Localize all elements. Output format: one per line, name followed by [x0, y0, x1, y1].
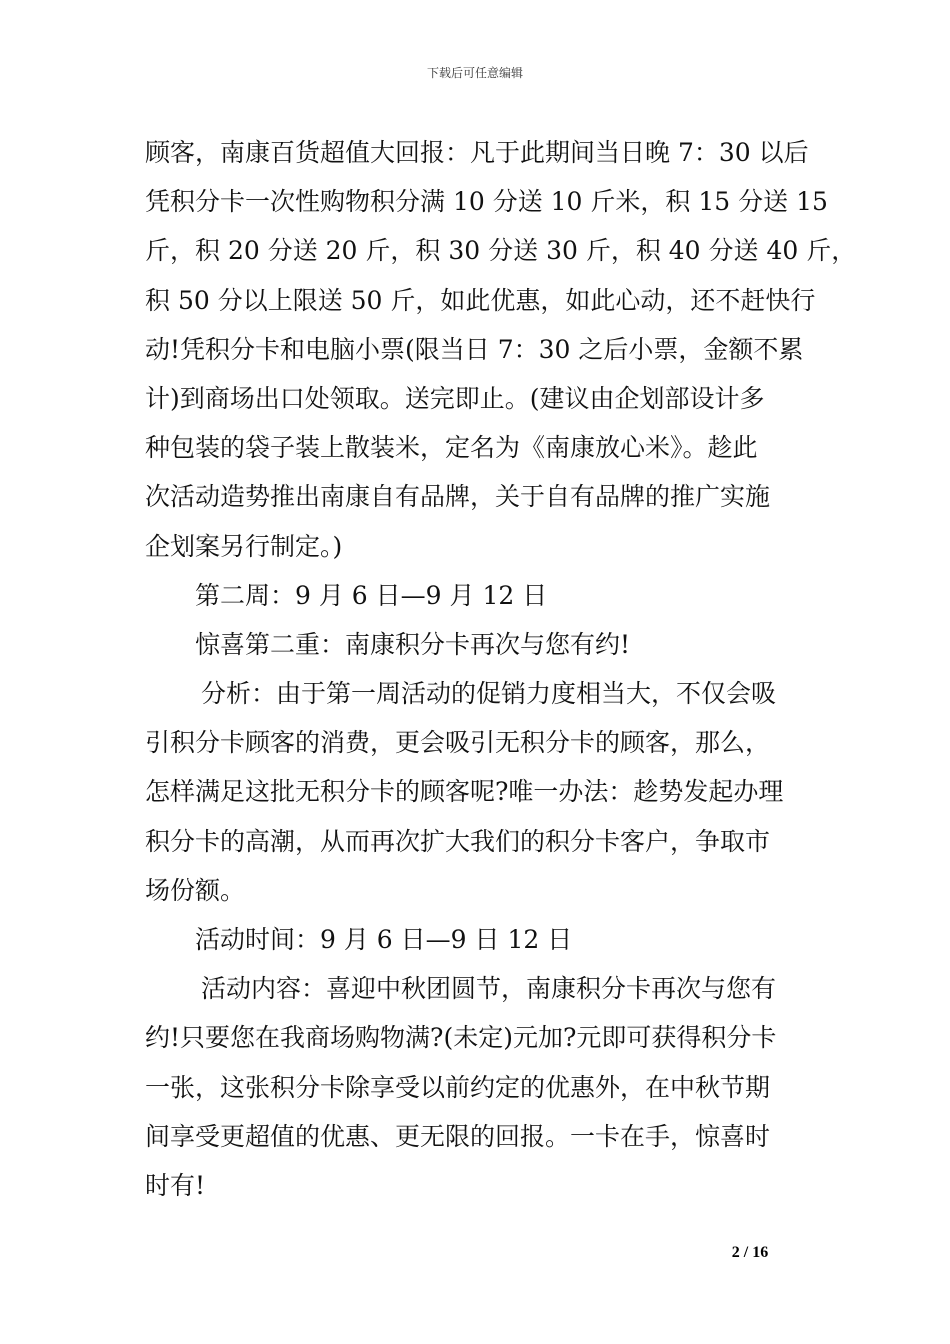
- activity-time: 活动时间：9 月 6 日—9 日 12 日: [195, 925, 573, 954]
- text-line: 约!只要您在我商场购物满?(未定)元加?元即可获得积分卡: [145, 1023, 777, 1053]
- text-line: 分析：由于第一周活动的促销力度相当大，不仅会吸: [201, 679, 777, 709]
- text-line: 顾客，南康百货超值大回报：凡于此期间当日晚 7：30 以后: [145, 138, 809, 167]
- text-line: 动!凭积分卡和电脑小票(限当日 7：30 之后小票，金额不累: [145, 334, 804, 364]
- text-line: 种包装的袋子装上散装米，定名为《南康放心米》。趁此: [145, 433, 758, 463]
- text-line: 企划案另行制定。): [145, 531, 343, 561]
- text-line: 活动内容：喜迎中秋团圆节，南康积分卡再次与您有: [201, 974, 777, 1004]
- text-line: 引积分卡顾客的消费，更会吸引无积分卡的顾客，那么，: [145, 728, 771, 758]
- text-line: 积分卡的高潮，从而再次扩大我们的积分卡客户，争取市: [145, 826, 771, 856]
- text-line: 间享受更超值的优惠、更无限的回报。一卡在手，惊喜时: [145, 1121, 771, 1151]
- section-heading-week: 第二周：9 月 6 日—9 月 12 日: [195, 580, 548, 610]
- text-line: 时有!: [145, 1170, 206, 1200]
- text-line: 积 50 分以上限送 50 斤，如此优惠，如此心动，还不赶快行: [145, 285, 816, 315]
- page-number: 2 / 16: [731, 1244, 769, 1261]
- text-line: 凭积分卡一次性购物积分满 10 分送 10 斤米，积 15 分送 15: [145, 187, 828, 217]
- page-header: 下载后可任意编辑: [426, 66, 523, 80]
- text-line: 次活动造势推出南康自有品牌，关于自有品牌的推广实施: [145, 482, 771, 512]
- text-line: 场份额。: [145, 875, 246, 905]
- text-line: 斤，积 20 分送 20 斤，积 30 分送 30 斤，积 40 分送 40 斤，: [145, 236, 857, 266]
- text-line: 一张，这张积分卡除享受以前约定的优惠外，在中秋节期: [145, 1072, 771, 1102]
- text-line: 怎样满足这批无积分卡的顾客呢?唯一办法：趁势发起办理: [145, 777, 784, 807]
- section-heading-surprise: 惊喜第二重：南康积分卡再次与您有约!: [195, 629, 631, 659]
- text-line: 计)到商场出口处领取。送完即止。(建议由企划部设计多: [145, 383, 765, 413]
- body-text: [145, 128, 857, 1210]
